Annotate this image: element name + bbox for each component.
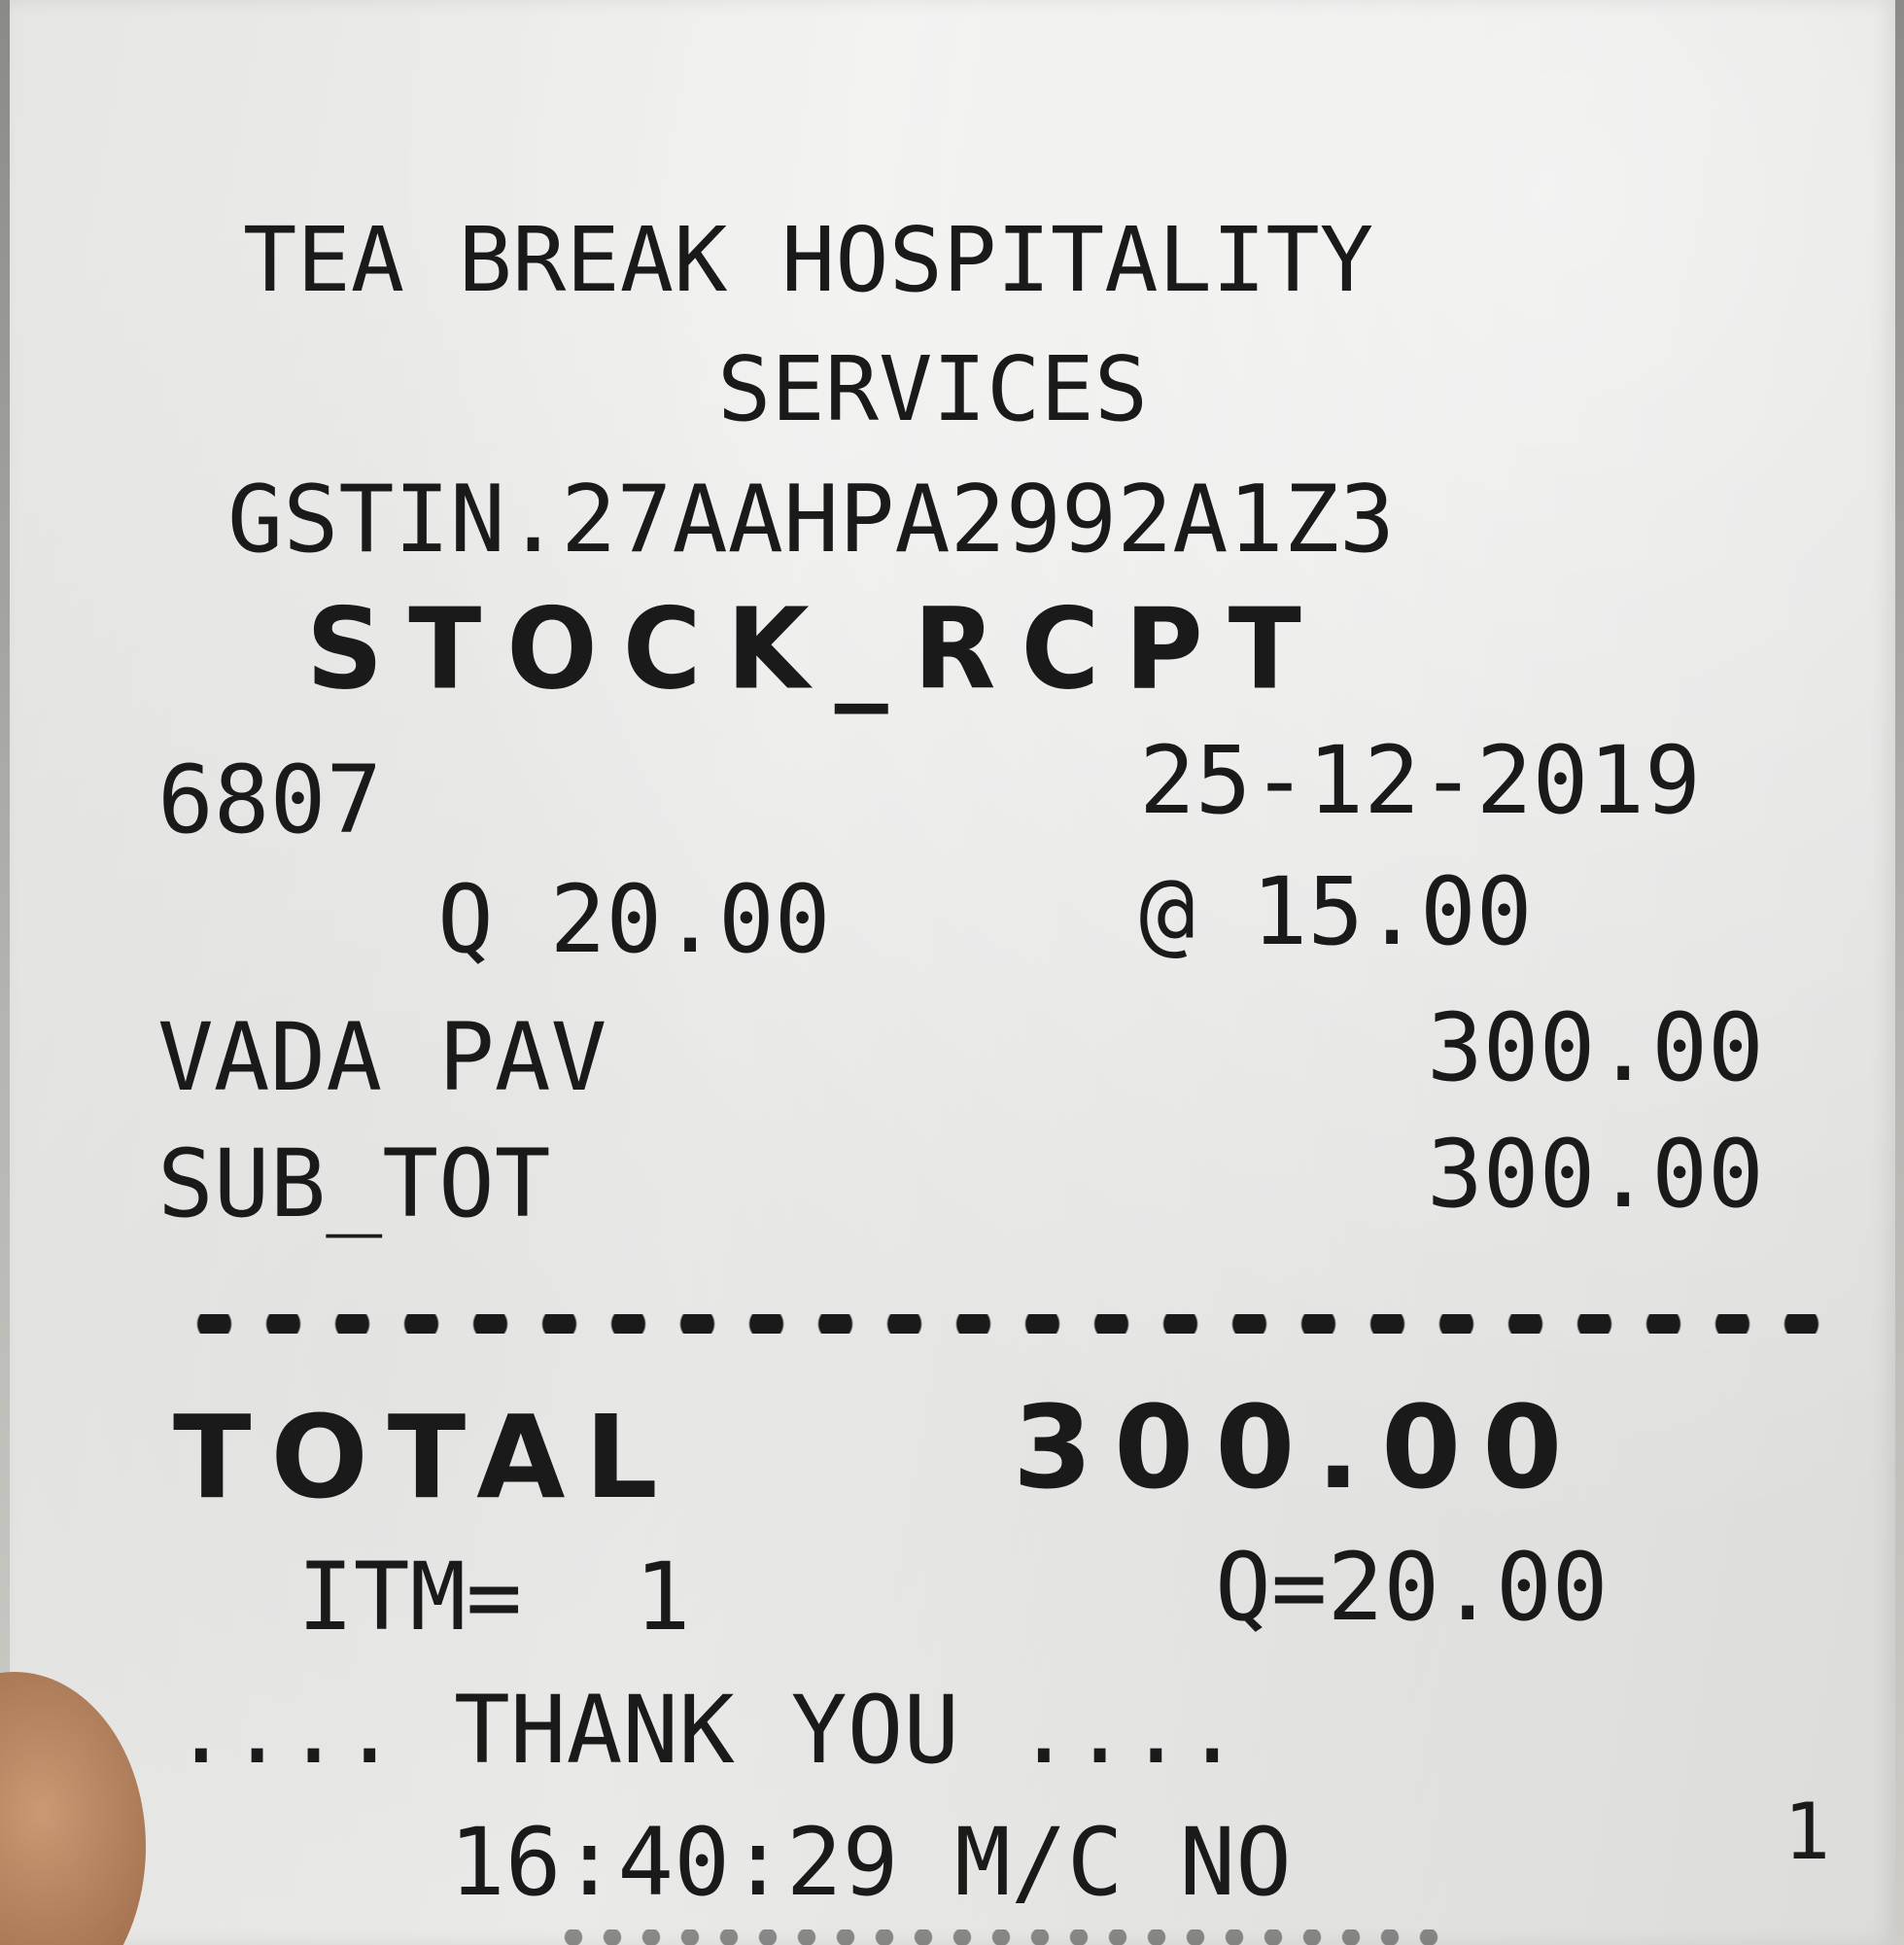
next-receipt-edge — [554, 1929, 1448, 1945]
subtotal-label: SUB_TOT — [157, 1129, 551, 1238]
item-count: ITM= 1 — [297, 1543, 691, 1651]
machine-number: 1 — [1783, 1787, 1831, 1877]
print-time-machine: 16:40:29 M/C NO — [449, 1808, 1292, 1917]
gstin: GSTIN.27AAHPA2992A1Z3 — [227, 467, 1396, 573]
total-value: 300.00 — [1013, 1380, 1584, 1514]
item-name: VADA PAV — [157, 1003, 607, 1112]
total-quantity: Q=20.00 — [1215, 1533, 1609, 1642]
bill-date: 25-12-2019 — [1139, 726, 1701, 835]
document-type-heading: STOCK_RCPT — [306, 583, 1327, 714]
bill-number: 6807 — [157, 746, 383, 854]
receipt-paper — [10, 0, 1895, 1945]
store-name-line2: SERVICES — [717, 337, 1149, 441]
item-amount: 300.00 — [1427, 993, 1764, 1102]
store-name-line1: TEA BREAK HOSPITALITY — [243, 208, 1374, 312]
total-label: TOTAL — [173, 1390, 677, 1524]
dotted-separator — [180, 1314, 1842, 1334]
item-rate: @ 15.00 — [1139, 857, 1533, 966]
thank-you-message: .... THANK YOU .... — [173, 1676, 1241, 1785]
subtotal-value: 300.00 — [1427, 1120, 1764, 1229]
item-quantity: Q 20.00 — [437, 865, 831, 974]
